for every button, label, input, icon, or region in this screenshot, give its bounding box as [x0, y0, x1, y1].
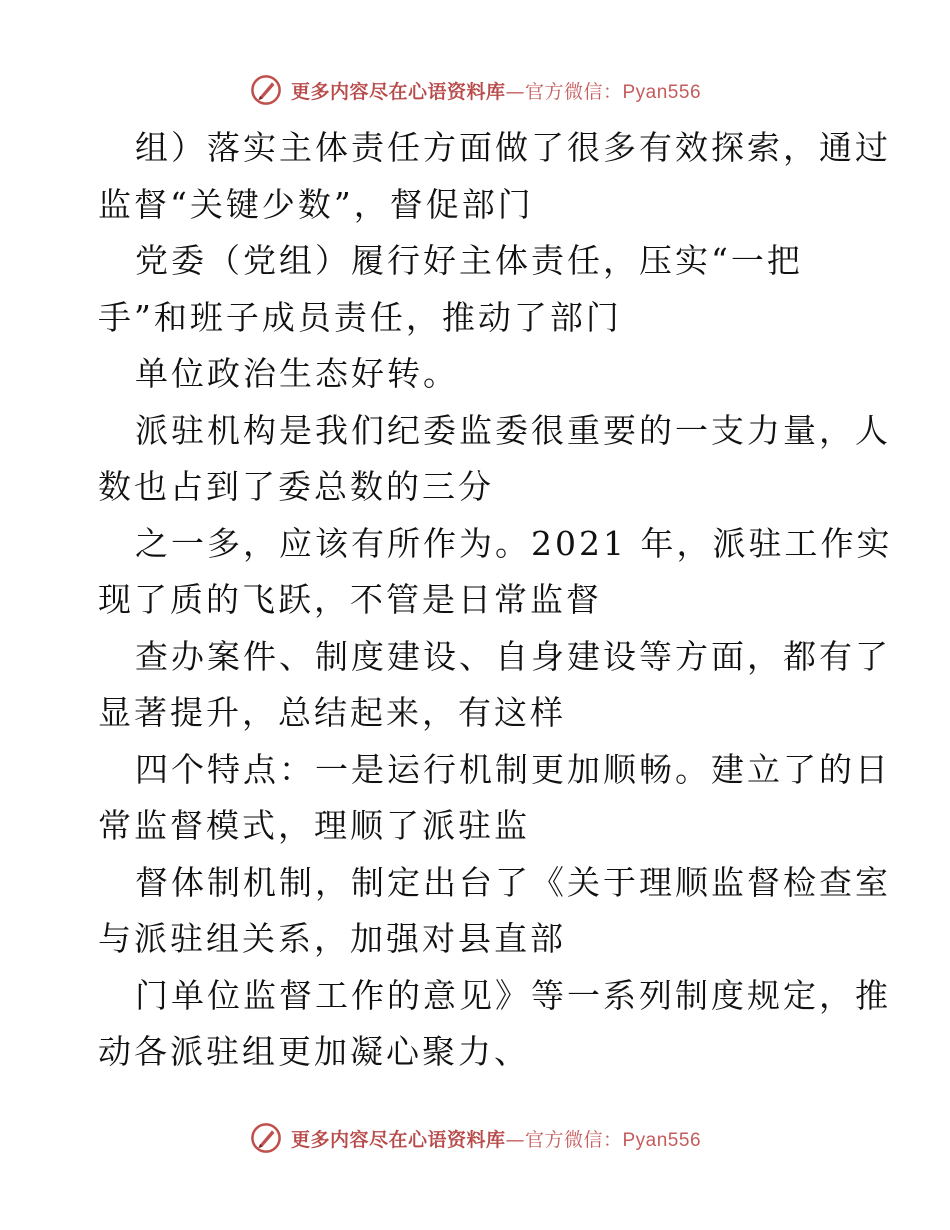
text-line: 现了质的飞跃，不管是日常监督 — [98, 580, 602, 619]
text-line: 党委（党组）履行好主体责任，压实“一把 — [135, 241, 803, 280]
quill-logo-icon — [249, 73, 283, 107]
text-line: 显著提升，总结起来，有这样 — [98, 693, 566, 732]
banner-text — [291, 77, 701, 104]
banner-dash: — — [505, 1128, 525, 1151]
text-line: 常监督模式，理顺了派驻监 — [98, 806, 530, 845]
wechat-label: 官方微信： — [524, 1128, 623, 1151]
banner-text — [291, 1125, 701, 1152]
text-line: 与派驻组关系，加强对县直部 — [98, 919, 566, 958]
text-line: 监督“关键少数”，督促部门 — [98, 184, 534, 224]
text-line: 手”和班子成员责任，推动了部门 — [98, 297, 622, 337]
text-line: 单位政治生态好转。 — [135, 354, 459, 393]
text-line: 派驻机构是我们纪委监委很重要的一支力量，人 — [135, 410, 891, 450]
text-line: 之一多，应该有所作为。2021 年，派驻工作实 — [135, 523, 893, 563]
text-line: 组）落实主体责任方面做了很多有效探索，通过 — [135, 128, 891, 167]
brand-text: 更多内容尽在心语资料库 — [290, 1128, 506, 1151]
text-line: 四个特点：一是运行机制更加顺畅。建立了的日 — [135, 749, 891, 789]
wechat-id: Pyan556 — [622, 81, 702, 103]
wechat-label: 官方微信： — [524, 80, 623, 103]
banner-dash: — — [505, 80, 525, 103]
text-line: 动各派驻组更加凝心聚力、 — [98, 1032, 530, 1071]
wechat-id: Pyan556 — [622, 1129, 702, 1151]
document-body — [98, 120, 893, 1081]
text-line: 查办案件、制度建设、自身建设等方面，都有了 — [135, 636, 891, 676]
text-line: 门单位监督工作的意见》等一系列制度规定，推 — [135, 975, 891, 1015]
text-line: 数也占到了委总数的三分 — [98, 467, 494, 506]
footer-banner — [0, 1118, 950, 1158]
header-banner — [0, 70, 950, 110]
brand-text: 更多内容尽在心语资料库 — [290, 80, 506, 103]
text-line: 督体制机制，制定出台了《关于理顺监督检查室 — [135, 862, 891, 902]
quill-logo-icon — [249, 1121, 283, 1155]
